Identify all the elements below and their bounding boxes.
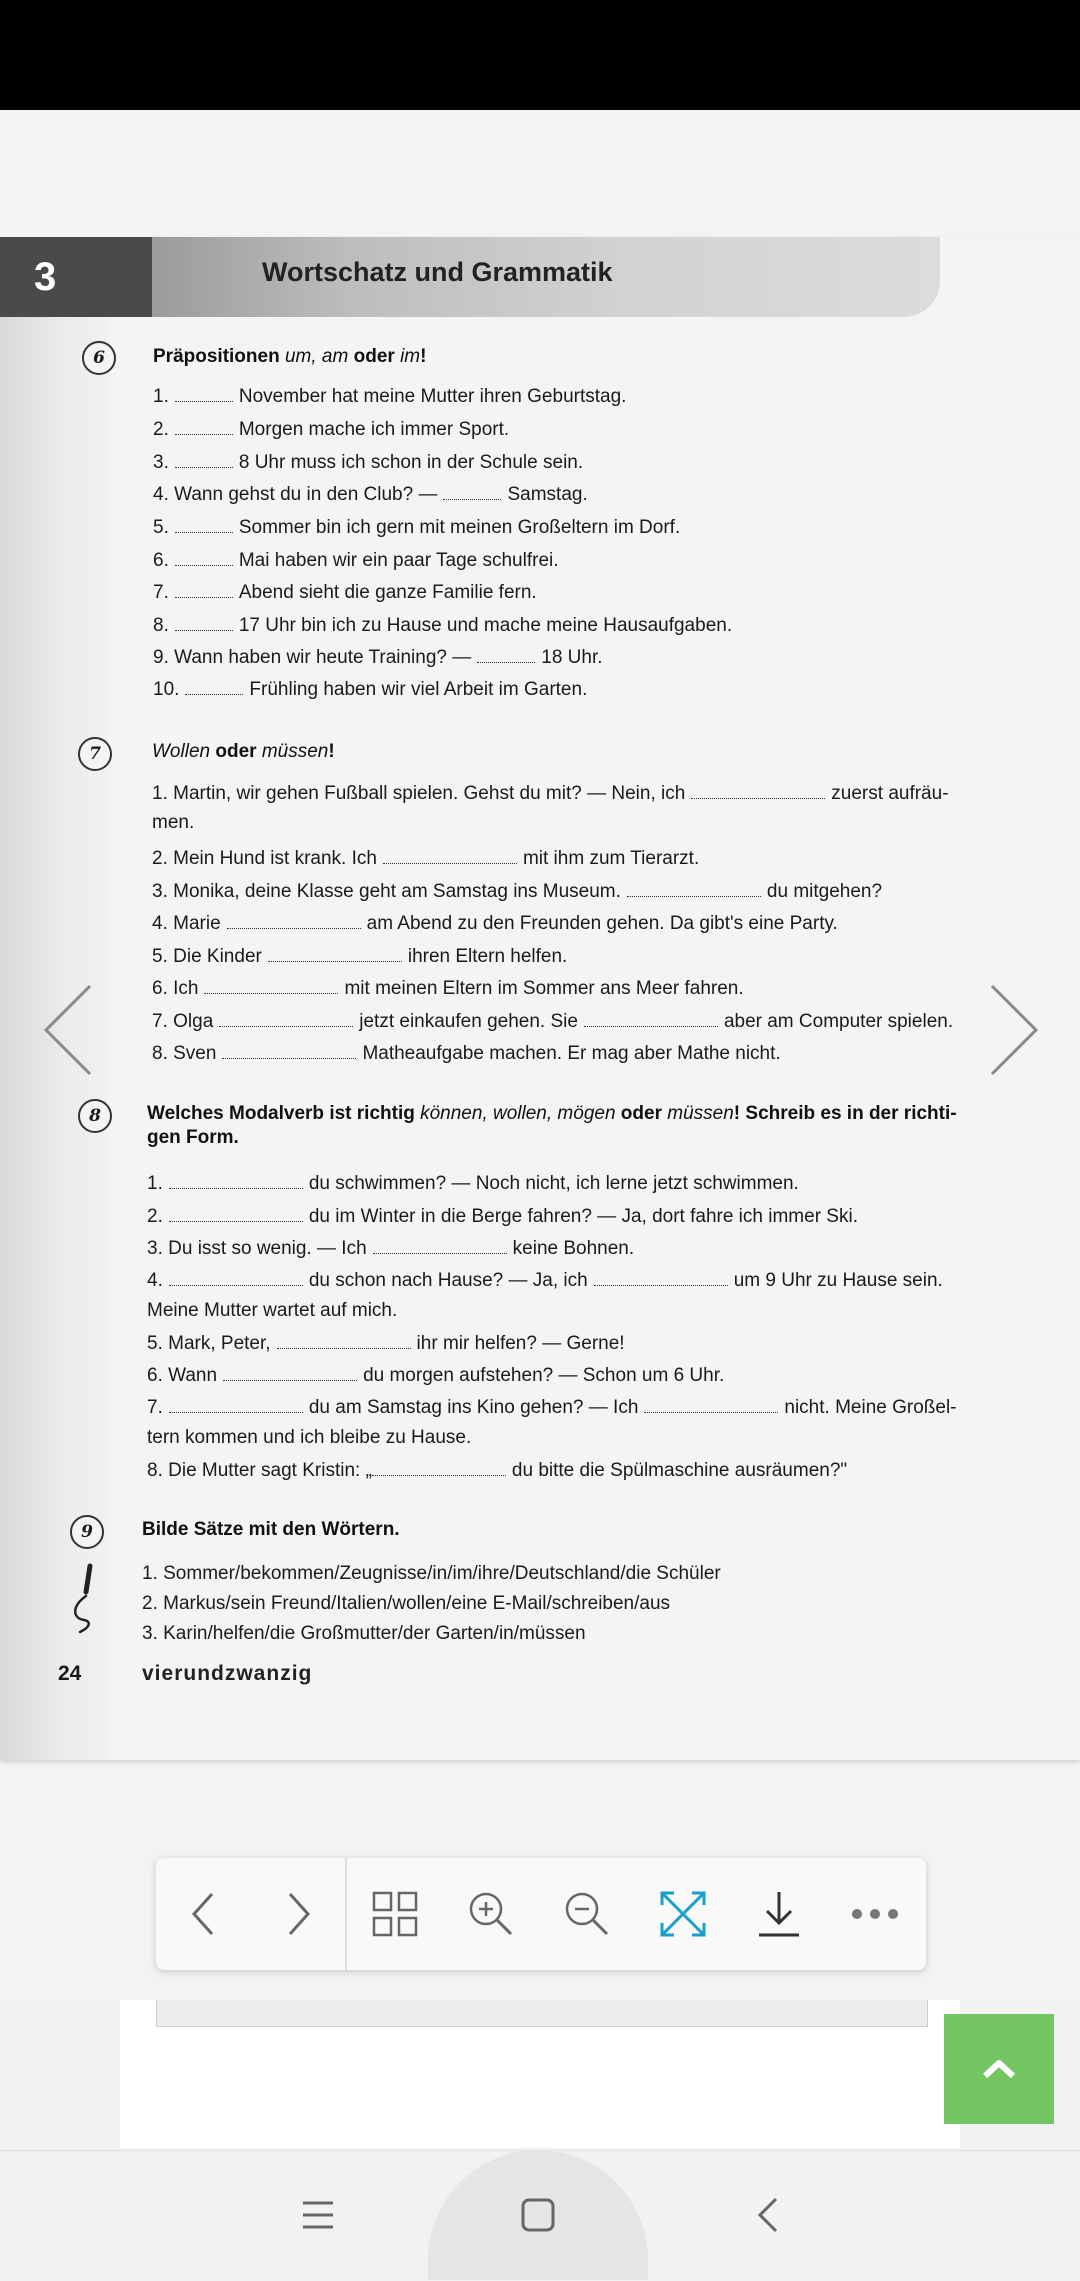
previous-page-arrow[interactable]	[38, 980, 98, 1080]
exercise-line: 9. Wann haben wir heute Training? — 18 Uhr.	[153, 647, 603, 668]
exercise-line: 5. Mark, Peter, ihr mir helfen? — Gerne!	[147, 1333, 625, 1354]
exercise-line: 2. Markus/sein Freund/Italien/wollen/eine E-Mail/schreiben/aus	[142, 1593, 671, 1614]
zoom-out-icon	[561, 1888, 613, 1940]
document-page[interactable]	[0, 237, 1080, 1760]
exercise-line: 8. Die Mutter sagt Kristin: „ du bitte die Spülmaschine ausräumen?"	[147, 1460, 848, 1481]
exercise-title: Wollen oder müssen!	[152, 741, 335, 762]
more-dots-icon	[850, 1907, 900, 1921]
zoom-out-button[interactable]	[539, 1858, 635, 1970]
exercise-line: 3. 8 Uhr muss ich schon in der Schule sein.	[153, 452, 584, 473]
exercise-line: 7. du am Samstag ins Kino gehen? — Ich nicht. Meine Großel-	[147, 1397, 957, 1418]
exercise-line: 6. Mai haben wir ein paar Tage schulfrei.	[153, 550, 559, 571]
page-word: vierundzwanzig	[142, 1662, 313, 1685]
exercise-line: 2. Mein Hund ist krank. Ich mit ihm zum Tierarzt.	[152, 848, 700, 869]
download-button[interactable]	[731, 1858, 827, 1970]
fullscreen-button[interactable]	[635, 1858, 731, 1970]
page-number: 24	[58, 1662, 82, 1685]
exercise-line: 2. du im Winter in die Berge fahren? — Ja, dort fahre ich immer Ski.	[147, 1206, 858, 1227]
exercise-number: 9	[70, 1515, 104, 1549]
toolbar-panel-edge	[156, 2000, 928, 2027]
exercise-line: 4. du schon nach Hause? — Ja, ich um 9 Uhr zu Hause sein.	[147, 1270, 943, 1291]
exercise-line: 4. Marie am Abend zu den Freunden gehen. Da gibt's eine Party.	[152, 913, 838, 934]
next-page-arrow[interactable]	[984, 980, 1044, 1080]
exercise-line: 7. Abend sieht die ganze Familie fern.	[153, 582, 537, 603]
exercise-line: tern kommen und ich bleibe zu Hause.	[147, 1427, 472, 1448]
menu-icon	[300, 2199, 336, 2231]
chevron-up-icon	[979, 2056, 1019, 2082]
exercise-line: 8. 17 Uhr bin ich zu Hause und mache meine Hausaufgaben.	[153, 615, 733, 636]
exercise-line: 4. Wann gehst du in den Club? — Samstag.	[153, 484, 588, 505]
exercise-title: Bilde Sätze mit den Wörtern.	[142, 1519, 400, 1540]
exercise-number: 6	[82, 341, 116, 375]
pencil-icon	[66, 1562, 106, 1637]
exercise-line: 6. Ich mit meinen Eltern im Sommer ans Meer fahren.	[152, 978, 744, 999]
exercise-title: Präpositionen um, am oder im!	[153, 346, 427, 367]
exercise-line: 2. Morgen mache ich immer Sport.	[153, 419, 510, 440]
exercise-line: 5. Sommer bin ich gern mit meinen Großeltern im Dorf.	[153, 517, 681, 538]
exercise-line: 1. Sommer/bekommen/Zeugnisse/in/im/ihre/Deutschland/die Schüler	[142, 1563, 721, 1584]
exercise-title: Welches Modalverb ist richtig können, wollen, mögen oder müssen! Schreib es in der richti- gen Form.	[147, 1103, 957, 1148]
expand-icon	[658, 1889, 708, 1939]
more-button[interactable]	[827, 1858, 923, 1970]
exercise-line: 3. Du isst so wenig. — Ich keine Bohnen.	[147, 1238, 635, 1259]
exercise-line: 3. Monika, deine Klasse geht am Samstag ins Museum. du mitgehen?	[152, 881, 883, 902]
recent-apps-button[interactable]	[258, 2178, 378, 2252]
exercise-line: men.	[152, 812, 195, 833]
exercise-number: 8	[78, 1099, 112, 1133]
exercise-line: 1. Martin, wir gehen Fußball spielen. Gehst du mit? — Nein, ich zuerst aufräu-	[152, 783, 949, 804]
next-page-button[interactable]	[250, 1858, 346, 1970]
grid-icon	[371, 1890, 419, 1938]
viewer-toolbar	[156, 1858, 926, 1970]
home-square-icon	[520, 2197, 556, 2233]
download-icon	[754, 1889, 804, 1939]
chevron-right-icon	[278, 1889, 318, 1939]
back-icon	[754, 2195, 782, 2235]
scroll-to-top-button[interactable]	[944, 2014, 1054, 2124]
exercise-line: 1. du schwimmen? — Noch nicht, ich lerne jetzt schwimmen.	[147, 1173, 799, 1194]
exercise-line: 10. Frühling haben wir viel Arbeit im Garten.	[153, 679, 588, 700]
previous-page-button[interactable]	[156, 1858, 252, 1970]
chevron-left-icon	[184, 1889, 224, 1939]
zoom-in-icon	[465, 1888, 517, 1940]
thumbnails-button[interactable]	[347, 1858, 443, 1970]
exercise-number: 7	[78, 737, 112, 771]
home-button[interactable]	[478, 2178, 598, 2252]
exercise-line: 3. Karin/helfen/die Großmutter/der Garten/in/müssen	[142, 1623, 586, 1644]
exercise-line: 6. Wann du morgen aufstehen? — Schon um 6 Uhr.	[147, 1365, 725, 1386]
page-title: Wortschatz und Grammatik	[262, 257, 613, 287]
chapter-number: 3	[0, 237, 152, 317]
exercise-line: 8. Sven Matheaufgabe machen. Er mag aber Mathe nicht.	[152, 1043, 781, 1064]
exercise-line: 1. November hat meine Mutter ihren Geburtstag.	[153, 386, 627, 407]
exercise-line: 5. Die Kinder ihren Eltern helfen.	[152, 946, 568, 967]
zoom-in-button[interactable]	[443, 1858, 539, 1970]
exercise-line: Meine Mutter wartet auf mich.	[147, 1300, 398, 1321]
status-bar	[0, 0, 1080, 110]
back-button[interactable]	[708, 2178, 828, 2252]
exercise-line: 7. Olga jetzt einkaufen gehen. Sie aber am Computer spielen.	[152, 1011, 954, 1032]
